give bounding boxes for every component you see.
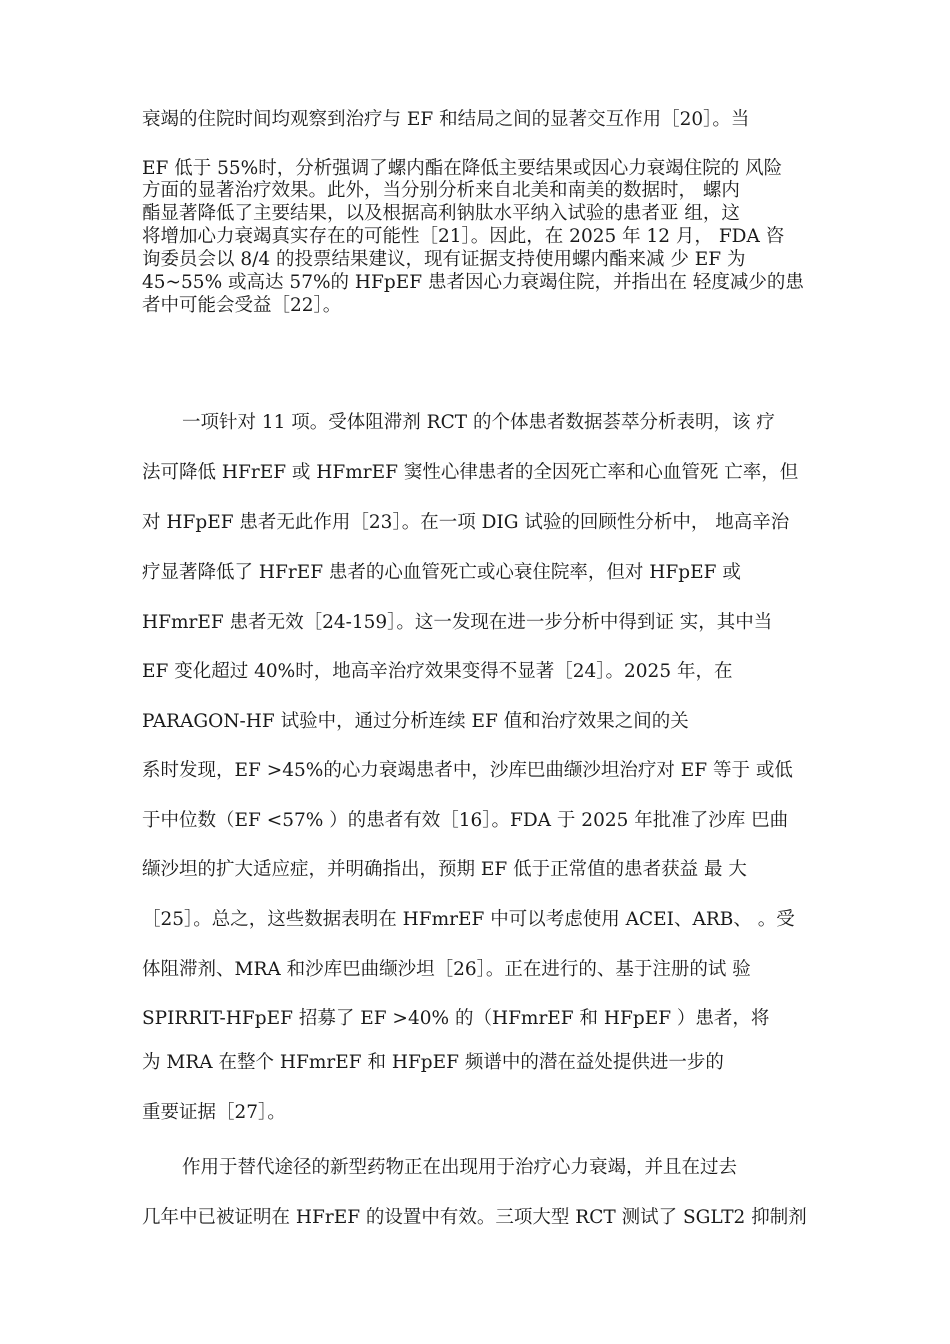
text-line: 一项针对 11 项。受体阻滞剂 RCT 的个体患者数据荟萃分析表明，该 疗 (182, 412, 775, 433)
text-line: 酯显著降低了主要结果，以及根据高利钠肽水平纳入试验的患者亚 组，这 (142, 203, 740, 224)
text-line: 重要证据［27］。 (142, 1102, 286, 1123)
text-line: 将增加心力衰竭真实存在的可能性［21］。因此，在 2025 年 12 月， FDA 咨 (142, 226, 785, 247)
text-line: 作用于替代途径的新型药物正在出现用于治疗心力衰竭，并且在过去 (182, 1157, 738, 1178)
text-line: PARAGON-HF 试验中，通过分析连续 EF 值和治疗效果之间的关 (142, 711, 689, 732)
text-line: 法可降低 HFrEF 或 HFmrEF 窦性心律患者的全因死亡率和心血管死 亡率，但 (142, 462, 799, 483)
text-line: 于中位数（EF <57% ）的患者有效［16］。FDA 于 2025 年批准了沙库 巴曲 (142, 810, 789, 831)
text-line: 为 MRA 在整个 HFmrEF 和 HFpEF 频谱中的潜在益处提供进一步的 (142, 1052, 724, 1073)
text-line: 对 HFpEF 患者无此作用［23］。在一项 DIG 试验的回顾性分析中， 地高辛治 (142, 512, 790, 533)
text-line: 缬沙坦的扩大适应症，并明确指出，预期 EF 低于正常值的患者获益 最 大 (142, 859, 747, 880)
text-line: HFmrEF 患者无效［24-159］。这一发现在进一步分析中得到证 实，其中当 (142, 612, 773, 633)
text-line: 几年中已被证明在 HFrEF 的设置中有效。三项大型 RCT 测试了 SGLT2 抑制剂 (142, 1207, 807, 1228)
text-line: 询委员会以 8/4 的投票结果建议，现有证据支持使用螺内酯来减 少 EF 为 (142, 249, 746, 270)
text-line: ［25］。总之，这些数据表明在 HFmrEF 中可以考虑使用 ACEI、ARB、 。受 (142, 909, 795, 930)
text-line: EF 低于 55%时，分析强调了螺内酯在降低主要结果或因心力衰竭住院的 风险 (142, 158, 783, 179)
text-line: EF 变化超过 40%时，地高辛治疗效果变得不显著［24］。2025 年，在 (142, 661, 733, 682)
text-line: 方面的显著治疗效果。此外，当分别分析来自北美和南美的数据时， 螺内 (142, 180, 740, 201)
text-line: 衰竭的住院时间均观察到治疗与 EF 和结局之间的显著交互作用［20］。当 (142, 109, 750, 130)
text-line: SPIRRIT-HFpEF 招募了 EF >40% 的（HFmrEF 和 HFpEF ）患者，将 (142, 1008, 770, 1029)
text-line: 体阻滞剂、MRA 和沙库巴曲缬沙坦［26］。正在进行的、基于注册的试 验 (142, 959, 751, 980)
text-line: 系时发现，EF >45%的心力衰竭患者中，沙库巴曲缬沙坦治疗对 EF 等于 或低 (142, 760, 793, 781)
text-line: 者中可能会受益［22］。 (142, 295, 342, 316)
text-line: 45~55% 或高达 57%的 HFpEF 患者因心力衰竭住院，并指出在 轻度减少的患 (142, 272, 804, 293)
text-line: 疗显著降低了 HFrEF 患者的心血管死亡或心衰住院率，但对 HFpEF 或 (142, 562, 741, 583)
